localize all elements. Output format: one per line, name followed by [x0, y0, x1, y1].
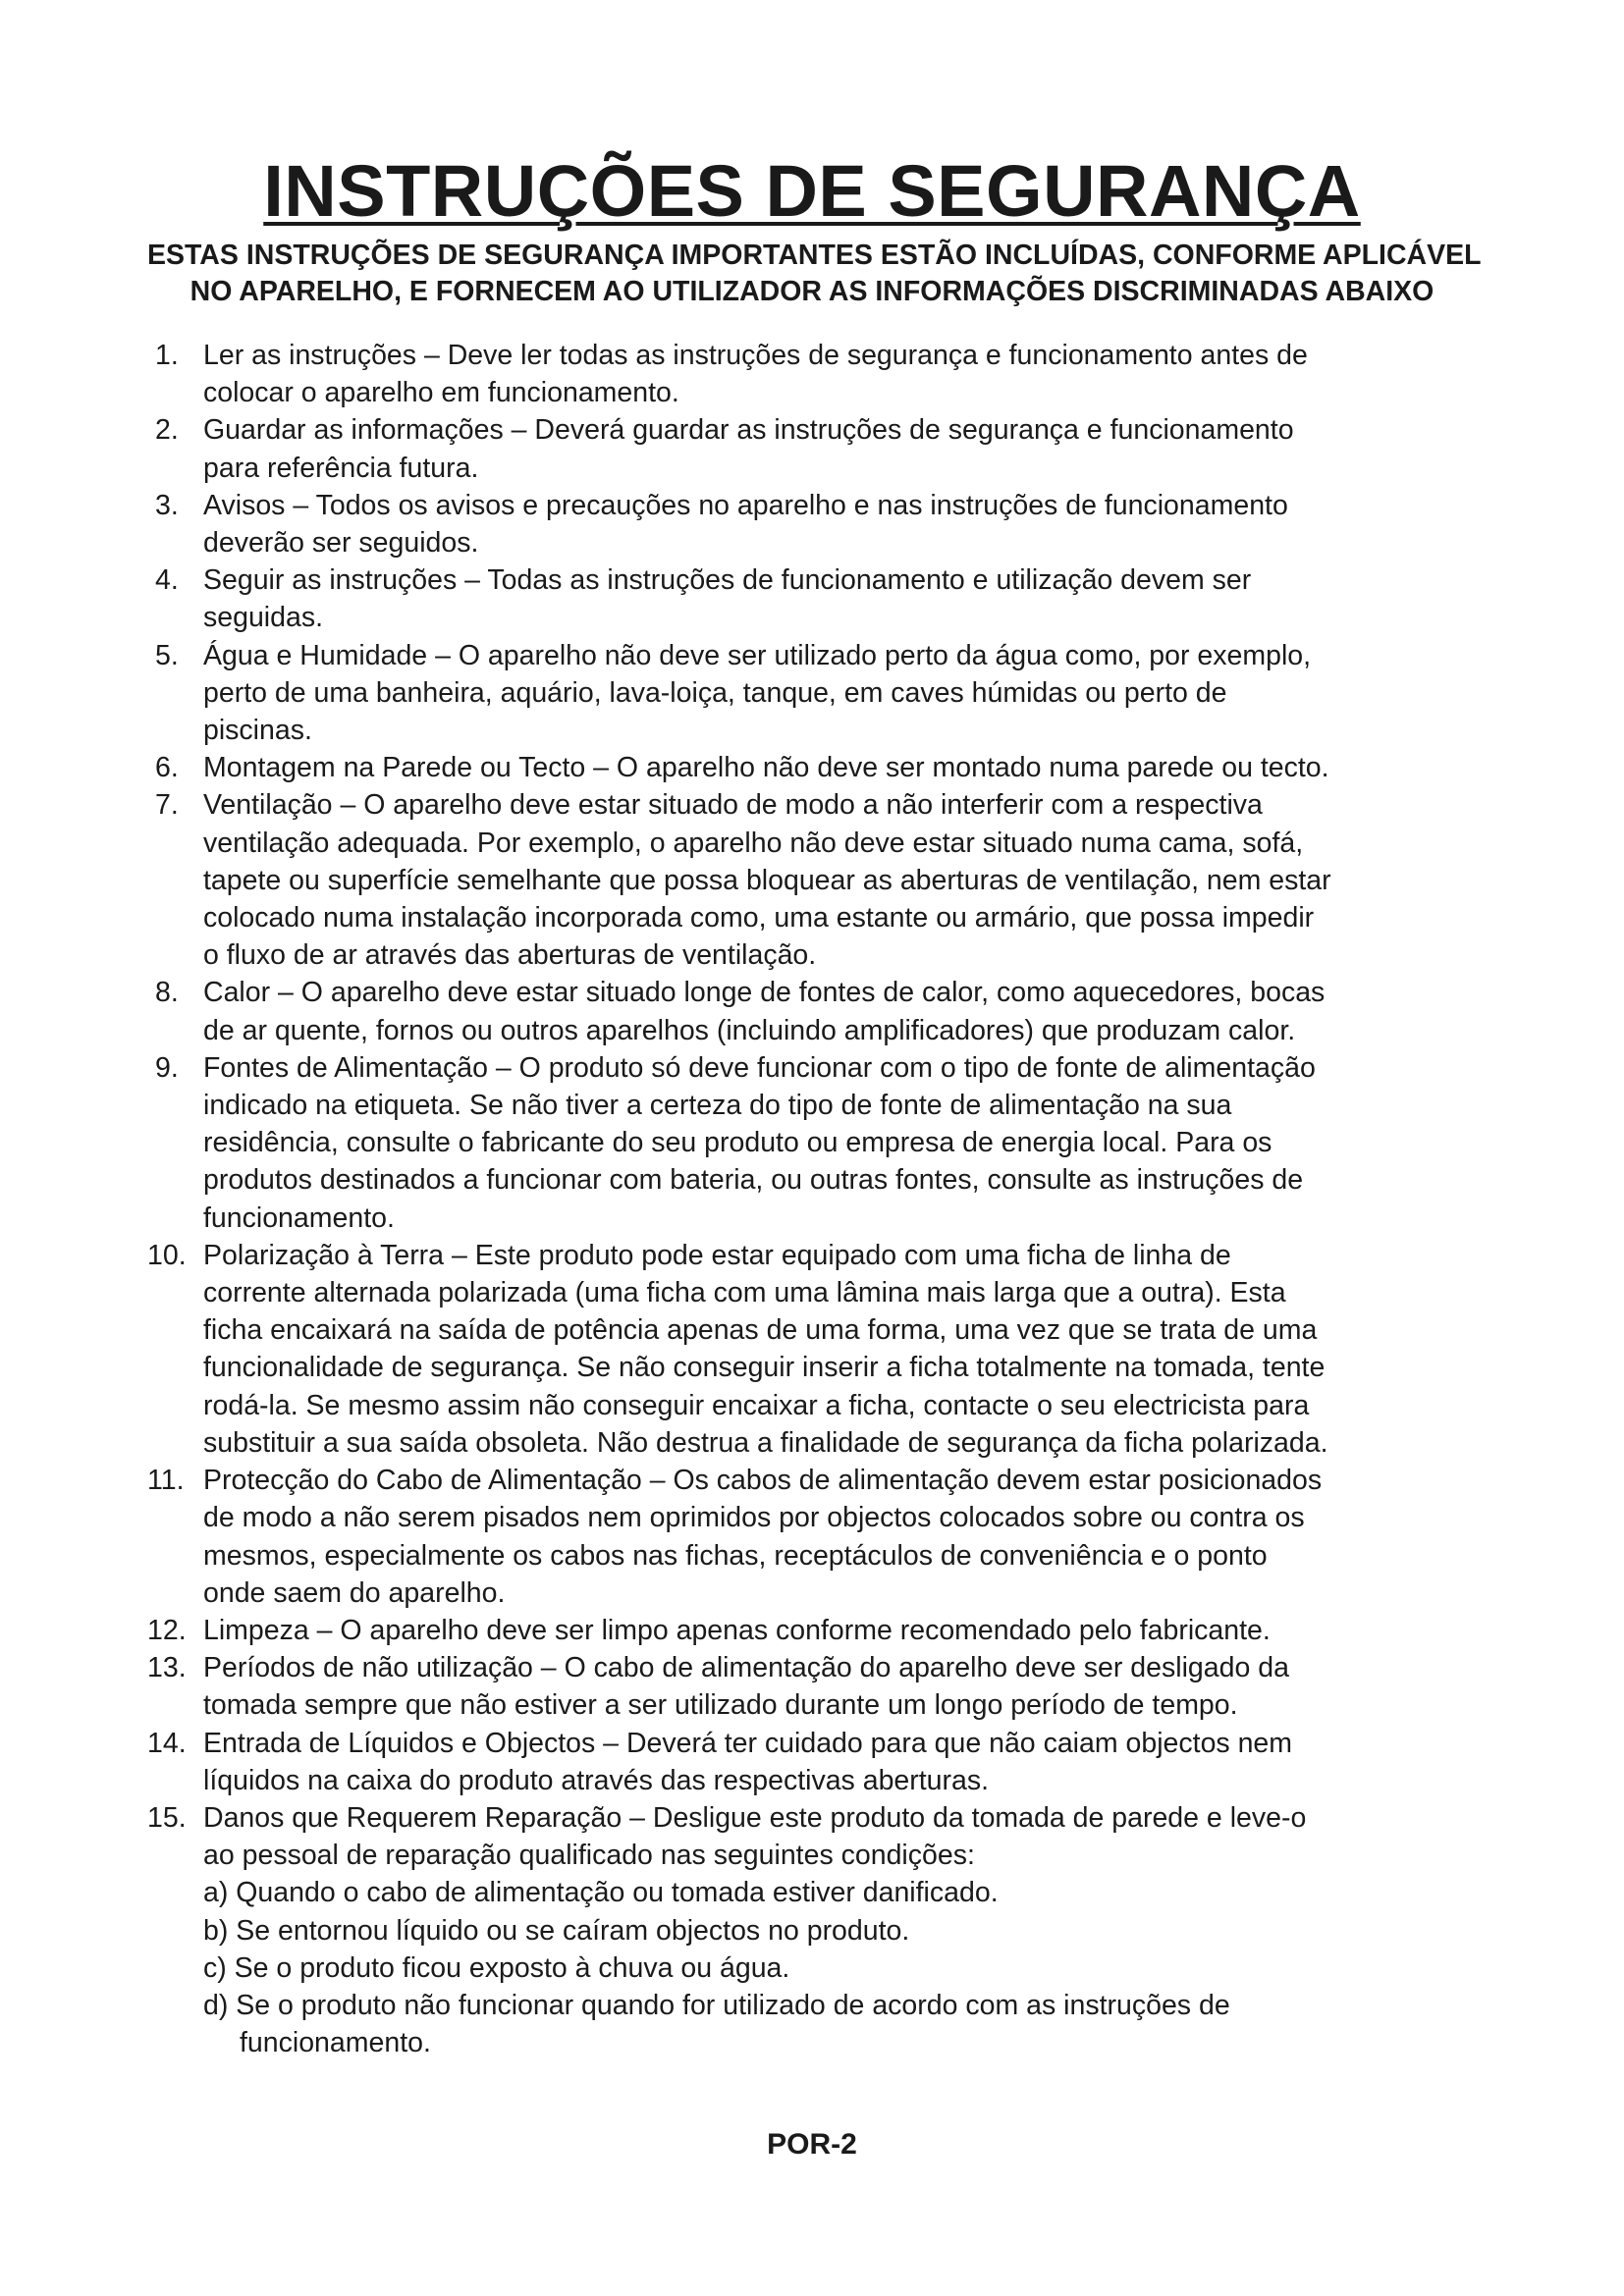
- list-item-text-line: Protecção do Cabo de Alimentação – Os cabos de alimentação devem estar posicionados: [203, 1465, 1323, 1497]
- list-item: [147, 337, 1522, 411]
- subtitle: [147, 238, 1482, 310]
- list-item-text-line: ventilação adequada. Por exemplo, o aparelho não deve estar situado numa cama, sofá,: [203, 827, 1304, 859]
- sub-item-text-line: a) Quando o cabo de alimentação ou tomada estiver danificado.: [203, 1877, 999, 1909]
- list-item-text-line: Fontes de Alimentação – O produto só deve funcionar com o tipo de fonte de alimentação: [203, 1051, 1316, 1084]
- list-item-text-line: seguidas.: [203, 602, 324, 634]
- sub-item: [203, 1874, 1522, 1911]
- list-item-text-line: Danos que Requerem Reparação – Desligue este produto da tomada de parede e leve-o: [203, 1801, 1307, 1834]
- sub-item: [203, 1987, 1522, 2061]
- list-item: [147, 974, 1522, 1048]
- list-item-number: 4.: [155, 564, 179, 597]
- list-item-number: 6.: [155, 752, 179, 784]
- sub-item-text-line: c) Se o produto ficou exposto à chuva ou água.: [203, 1951, 790, 1984]
- list-item-text-line: colocar o aparelho em funcionamento.: [203, 377, 679, 409]
- list-item: [147, 1612, 1522, 1649]
- list-item: [147, 1237, 1522, 1462]
- list-item: [147, 1462, 1522, 1612]
- list-item-text-line: Períodos de não utilização – O cabo de alimentação do aparelho deve ser desligado da: [203, 1652, 1289, 1684]
- list-item-text-line: Ler as instruções – Deve ler todas as instruções de segurança e funcionamento antes de: [203, 340, 1308, 371]
- list-item-text-line: Guardar as informações – Deverá guardar as instruções de segurança e funcionamento: [203, 414, 1294, 447]
- list-item: [147, 1725, 1522, 1799]
- list-item-text-line: indicado na etiqueta. Se não tiver a certeza do tipo de fonte de alimentação na sua: [203, 1090, 1232, 1122]
- sub-item-text-line: d) Se o produto não funcionar quando for utilizado de acordo com as instruções de: [203, 1989, 1230, 2021]
- list-item-text-line: substituir a sua saída obsoleta. Não destrua a finalidade de segurança da ficha polarizada.: [203, 1426, 1328, 1459]
- list-item-number: 15.: [147, 1801, 187, 1834]
- list-item-text-line: onde saem do aparelho.: [203, 1576, 506, 1609]
- list-item: [147, 561, 1522, 636]
- list-item-number: 12.: [147, 1614, 187, 1646]
- list-item-text-line: de modo a não serem pisados nem oprimidos por objectos colocados sobre ou contra os: [203, 1502, 1305, 1534]
- list-item-text-line: funcionamento.: [203, 1201, 395, 1234]
- list-item-text-line: para referência futura.: [203, 452, 479, 484]
- sub-item: [203, 1949, 1522, 1987]
- list-item: [147, 1049, 1522, 1237]
- list-item-text-line: Calor – O aparelho deve estar situado longe de fontes de calor, como aquecedores, bocas: [203, 977, 1326, 1009]
- list-item-number: 3.: [155, 489, 179, 521]
- list-item-text-line: de ar quente, fornos ou outros aparelhos (incluindo amplificadores) que produzam calor.: [203, 1014, 1296, 1046]
- list-item-text-line: Limpeza – O aparelho deve ser limpo apenas conforme recomendado pelo fabricante.: [203, 1614, 1271, 1646]
- list-item: [147, 411, 1522, 486]
- list-item-number: 10.: [147, 1239, 187, 1271]
- list-item-number: 5.: [155, 639, 179, 671]
- list-item-text-line: ao pessoal de reparação qualificado nas seguintes condições:: [203, 1840, 975, 1872]
- list-item-text-line: piscinas.: [203, 715, 312, 747]
- page-title: INSTRUÇÕES DE SEGURANÇA: [263, 150, 1361, 232]
- list-item-number: 13.: [147, 1652, 187, 1684]
- list-item-text-line: rodá-la. Se mesmo assim não conseguir encaixar a ficha, contacte o seu electricista para: [203, 1389, 1310, 1421]
- list-item-text-line: Ventilação – O aparelho deve estar situado de modo a não interferir com a respectiva: [203, 789, 1263, 822]
- list-item-text-line: corrente alternada polarizada (uma ficha com uma lâmina mais larga que a outra). Esta: [203, 1277, 1286, 1309]
- subtitle-line: ESTAS INSTRUÇÕES DE SEGURANÇA IMPORTANTES ESTÃO INCLUÍDAS, CONFORME APLICÁVEL: [147, 240, 1482, 271]
- list-item-text-line: Montagem na Parede ou Tecto – O aparelho não deve ser montado numa parede ou tecto.: [203, 752, 1329, 784]
- list-item-text-line: funcionalidade de segurança. Se não conseguir inserir a ficha totalmente na tomada, tente: [203, 1352, 1326, 1384]
- list-item-text-line: produtos destinados a funcionar com bateria, ou outras fontes, consulte as instruções de: [203, 1164, 1304, 1197]
- list-item-text-line: Avisos – Todos os avisos e precauções no aparelho e nas instruções de funcionamento: [203, 489, 1288, 521]
- list-item-text-line: ficha encaixará na saída de potência apenas de uma forma, uma vez que se trata de uma: [203, 1314, 1318, 1347]
- list-item-text-line: mesmos, especialmente os cabos nas fichas, receptáculos de conveniência e o ponto: [203, 1539, 1268, 1572]
- list-item-text-line: o fluxo de ar através das aberturas de ventilação.: [203, 939, 817, 972]
- list-item-text-line: Seguir as instruções – Todas as instruções de funcionamento e utilização devem ser: [203, 564, 1252, 597]
- list-item-text-line: tapete ou superfície semelhante que possa bloquear as aberturas de ventilação, nem estar: [203, 864, 1331, 896]
- page-number: POR-2: [767, 2128, 857, 2161]
- list-item-text-line: perto de uma banheira, aquário, lava-loiça, tanque, em caves húmidas ou perto de: [203, 676, 1227, 709]
- list-item-text-line: Polarização à Terra – Este produto pode estar equipado com uma ficha de linha de: [203, 1239, 1231, 1271]
- list-item-text-line: residência, consulte o fabricante do seu produto ou empresa de energia local. Para os: [203, 1127, 1272, 1159]
- list-item: [147, 786, 1522, 974]
- list-item-text-line: colocado numa instalação incorporada como, uma estante ou armário, que possa impedir: [203, 902, 1315, 934]
- list-item: [147, 1649, 1522, 1724]
- list-item-number: 9.: [155, 1051, 179, 1084]
- list-item-number: 2.: [155, 414, 179, 447]
- subtitle-line: NO APARELHO, E FORNECEM AO UTILIZADOR AS INFORMAÇÕES DISCRIMINADAS ABAIXO: [189, 276, 1435, 307]
- list-item-number: 8.: [155, 977, 179, 1009]
- sub-item: [203, 1912, 1522, 1949]
- list-item: [147, 487, 1522, 561]
- list-item-number: 7.: [155, 789, 179, 822]
- list-item-text-line: Água e Humidade – O aparelho não deve ser utilizado perto da água como, por exemplo,: [203, 639, 1312, 671]
- list-item-text-line: líquidos na caixa do produto através das respectivas aberturas.: [203, 1764, 990, 1796]
- safety-instructions-list: [147, 337, 1522, 2061]
- list-item-number: 11.: [147, 1465, 185, 1497]
- list-item: [147, 637, 1522, 750]
- list-item: [147, 749, 1522, 786]
- sub-item-text-line: funcionamento.: [240, 2027, 431, 2059]
- list-item-text-line: tomada sempre que não estiver a ser utilizado durante um longo período de tempo.: [203, 1689, 1238, 1722]
- list-item-text-line: deverão ser seguidos.: [203, 527, 479, 560]
- list-item: [147, 1799, 1522, 2061]
- sub-item-text-line: b) Se entornou líquido ou se caíram objectos no produto.: [203, 1914, 910, 1947]
- list-item-number: 14.: [147, 1727, 187, 1759]
- list-item-text-line: Entrada de Líquidos e Objectos – Deverá ter cuidado para que não caiam objectos nem: [203, 1727, 1293, 1759]
- list-item-number: 1.: [155, 340, 179, 371]
